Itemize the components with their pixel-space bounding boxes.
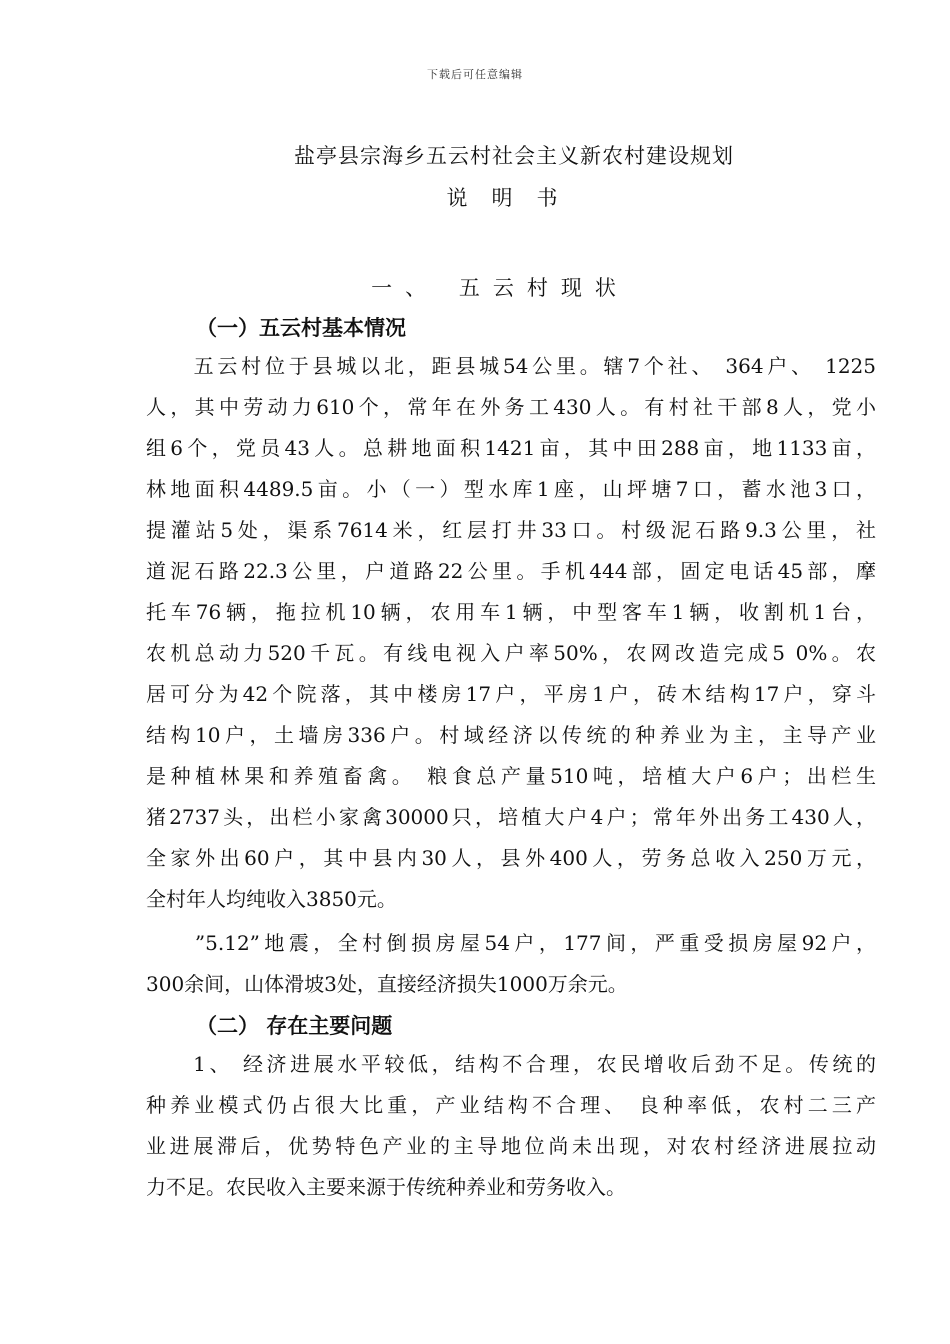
paragraph-line: ”5.12”地震，全村倒损房屋54户，177间，严重受损房屋92户， — [146, 931, 876, 955]
paragraph-line: 300余间，山体滑坡3处，直接经济损失1000万余元。 — [146, 972, 628, 996]
paragraph-line: 是种植林果和养殖畜禽。 粮食总产量510吨，培植大户6户；出栏生 — [146, 764, 876, 788]
paragraph-basic-info — [146, 346, 876, 920]
chapter-heading: 一、 五云村现状 — [371, 276, 629, 300]
paragraph-line: 林地面积4489.5亩。小（一）型水库1座，山坪塘7口，蓄水池3口， — [146, 477, 876, 501]
paragraph-line: 托车76辆，拖拉机10辆，农用车1辆，中型客车1辆，收割机1台， — [146, 600, 876, 624]
paragraph-line: 种养业模式仍占很大比重，产业结构不合理、 良种率低，农村二三产 — [146, 1093, 876, 1117]
document-title: 盐亭县宗海乡五云村社会主义新农村建设规划 — [294, 144, 734, 168]
paragraph-earthquake — [146, 923, 876, 1005]
paragraph-line: 猪2737头，出栏小家禽30000只，培植大户4户；常年外出务工430人， — [146, 805, 876, 829]
paragraph-main-problems — [146, 1044, 876, 1208]
paragraph-line: 人，其中劳动力610个，常年在外务工430人。有村社干部8人，党小 — [146, 395, 876, 419]
paragraph-line: 五云村位于县城以北，距县城54公里。辖7个社、 364户、 1225 — [146, 354, 876, 378]
paragraph-line: 力不足。农民收入主要来源于传统种养业和劳务收入。 — [146, 1175, 626, 1199]
paragraph-line: 提灌站5处，渠系7614米，红层打井33口。村级泥石路9.3公里，社 — [146, 518, 876, 542]
paragraph-line: 全家外出60户，其中县内30人，县外400人，劳务总收入250万元， — [146, 846, 876, 870]
section-heading-basic-info: （一）五云村基本情况 — [196, 316, 406, 340]
paragraph-line: 全村年人均纯收入3850元。 — [146, 887, 397, 911]
paragraph-line: 结构10户，土墙房336户。村域经济以传统的种养业为主，主导产业 — [146, 723, 876, 747]
paragraph-line: 道泥石路22.3公里，户道路22公里。手机444部，固定电话45部，摩 — [146, 559, 876, 583]
section-heading-main-problems: （二） 存在主要问题 — [196, 1014, 393, 1038]
paragraph-line: 业进展滞后，优势特色产业的主导地位尚未出现，对农村经济进展拉动 — [146, 1134, 876, 1158]
header-note: 下载后可任意编辑 — [427, 68, 523, 81]
paragraph-line: 组6个，党员43人。总耕地面积1421亩，其中田288亩，地1133亩， — [146, 436, 876, 460]
paragraph-line: 农机总动力520千瓦。有线电视入户率50%，农网改造完成5 0%。农 — [146, 641, 876, 665]
document-subtitle: 说明书 — [446, 186, 582, 210]
paragraph-line: 1、 经济进展水平较低，结构不合理，农民增收后劲不足。传统的 — [146, 1052, 876, 1076]
paragraph-line: 居可分为42个院落，其中楼房17户，平房1户，砖木结构17户，穿斗 — [146, 682, 876, 706]
